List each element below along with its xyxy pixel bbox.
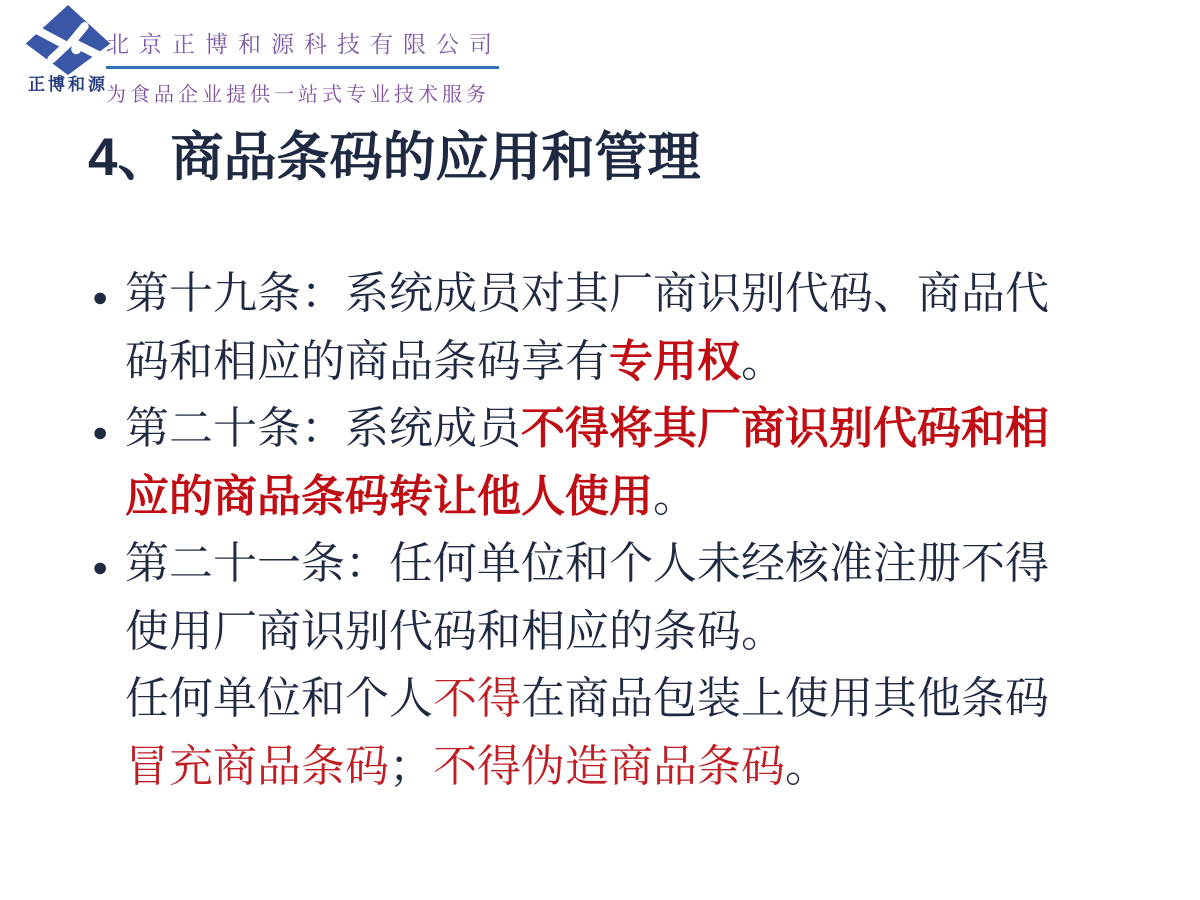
company-header-block <box>106 26 502 107</box>
bullet-icon: ● <box>92 417 109 447</box>
text-segment: ； <box>389 741 433 791</box>
text-segment: 任何单位和个人 <box>125 674 433 723</box>
text-line <box>92 598 1112 666</box>
header-divider <box>106 66 499 69</box>
slide-title: 4、商品条码的应用和管理 <box>88 128 701 187</box>
text-segment: 。 <box>653 471 697 521</box>
text-segment: 码和相应的商品条码享有 <box>125 336 609 386</box>
text-segment: 第二十一条：任何单位和个人未经核准注册不得 <box>125 539 1049 588</box>
logo-wordmark: 正博和源 <box>28 75 108 94</box>
text-segment: 。 <box>741 336 785 386</box>
body-text <box>92 260 1112 800</box>
text-segment: 在商品包装上使用其他条码 <box>521 674 1049 723</box>
text-segment: 专用权 <box>609 336 741 386</box>
bullet-icon: ● <box>92 282 109 312</box>
text-segment: 不得将其厂商识别代码和相 <box>521 404 1049 453</box>
company-tagline: 为食品企业提供一站式专业技术服务 <box>106 84 490 106</box>
text-segment: 第十九条：系统成员对其厂商识别代码、商品代 <box>125 269 1049 318</box>
text-line <box>92 733 1112 801</box>
text-segment: 冒充商品条码 <box>125 741 389 791</box>
diamond-z-mark-icon <box>22 2 114 78</box>
company-name: 北京正博和源科技有限公司 <box>106 31 502 57</box>
text-line <box>92 395 1112 463</box>
text-segment: 使用厂商识别代码和相应的条码。 <box>125 606 785 656</box>
text-segment: 应的商品条码转让他人使用 <box>125 471 653 521</box>
text-line <box>92 665 1112 733</box>
text-segment: 。 <box>785 741 829 791</box>
text-line <box>92 328 1112 396</box>
text-segment: 不得伪造商品条码 <box>433 741 785 791</box>
text-line <box>92 463 1112 531</box>
text-segment: 第二十条：系统成员 <box>125 404 521 453</box>
text-line <box>92 260 1112 328</box>
bullet-icon: ● <box>92 552 109 582</box>
text-segment: 不得 <box>433 674 521 723</box>
text-line <box>92 530 1112 598</box>
